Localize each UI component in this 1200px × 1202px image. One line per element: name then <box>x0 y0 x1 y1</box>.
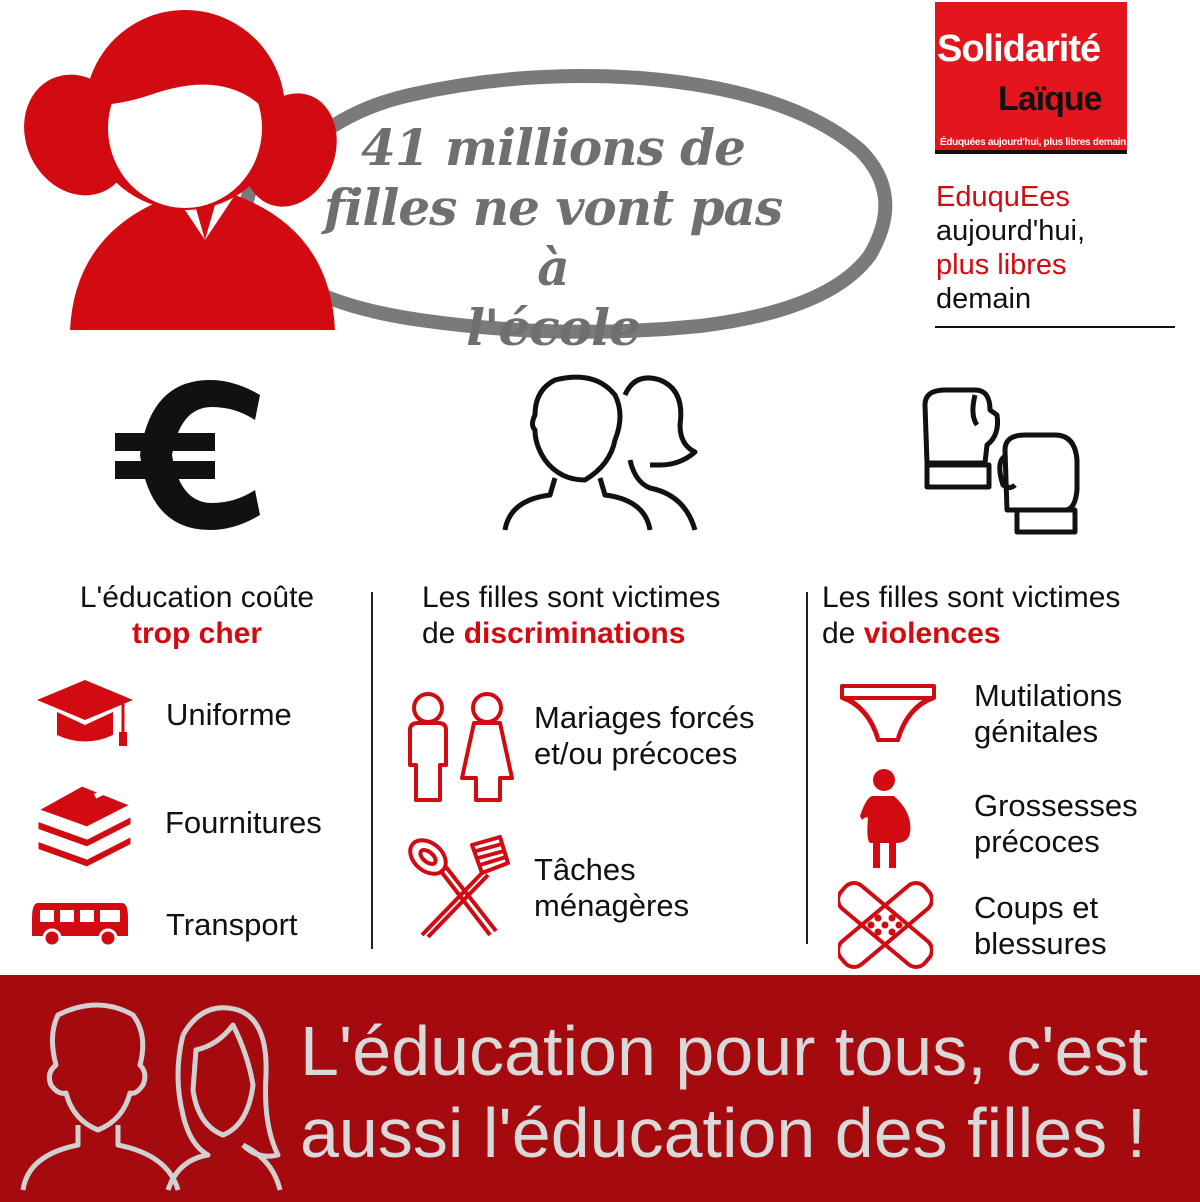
item-taches-line-2: ménagères <box>534 888 690 923</box>
column-2-heading <box>422 580 797 652</box>
couple-icon <box>402 690 517 805</box>
slogan-line-3: plus libres <box>936 249 1067 281</box>
logo-underline <box>935 150 1127 154</box>
item-mariages <box>534 700 755 772</box>
logo-title: Solidarité <box>937 28 1101 70</box>
slogan-line-4: demain <box>936 283 1032 315</box>
item-grossesses-line-1: Grossesses <box>974 788 1138 823</box>
item-taches-line-1: Tâches <box>534 852 636 887</box>
item-grossesses-line-2: précoces <box>974 824 1100 859</box>
logo-tagline: Éduquées aujourd'hui, plus libres demain <box>940 137 1126 148</box>
banner-people-icon <box>18 995 283 1195</box>
euro-icon <box>110 375 280 535</box>
column-3-heading-bold: violences <box>863 617 1001 650</box>
item-fournitures: Fournitures <box>165 805 322 840</box>
logo-subtitle: Laïque <box>998 80 1102 118</box>
item-coups-line-1: Coups et <box>974 890 1099 925</box>
slogan-line-1: EduquEes <box>936 181 1070 213</box>
item-mariages-line-2: et/ou précoces <box>534 736 738 771</box>
people-icon <box>500 370 700 535</box>
slogan-line-2: aujourd'hui, <box>936 215 1086 247</box>
item-mutilations-line-1: Mutilations <box>974 678 1123 713</box>
graduation-cap-icon <box>35 680 135 750</box>
item-grossesses <box>974 788 1138 860</box>
item-coups <box>974 890 1107 962</box>
banner-line-1: L'éducation pour tous, c'est <box>300 1012 1148 1090</box>
item-transport: Transport <box>166 907 298 942</box>
column-2-heading-bold: discriminations <box>463 617 686 650</box>
item-coups-line-2: blessures <box>974 926 1107 961</box>
column-divider-2 <box>806 592 808 944</box>
column-3-heading-plain: Les filles sont victimes <box>822 581 1121 614</box>
bubble-text <box>318 118 788 358</box>
column-2-heading-prefix: de <box>422 617 464 650</box>
banner-line-2: aussi l'éducation des filles ! <box>300 1094 1147 1172</box>
slogan-rule <box>935 326 1175 328</box>
bandage-icon <box>838 880 933 970</box>
bubble-line-2: filles ne vont pas à <box>323 178 783 297</box>
column-2-heading-plain: Les filles sont victimes <box>422 581 721 614</box>
column-1-heading-plain: L'éducation coûte <box>79 581 315 614</box>
underwear-icon <box>838 682 938 747</box>
banner-text <box>300 1010 1190 1174</box>
item-mariages-line-1: Mariages forcés <box>534 700 755 735</box>
column-1-heading <box>52 580 342 652</box>
item-taches <box>534 852 689 924</box>
item-mutilations <box>974 678 1122 750</box>
kitchen-utensils-icon <box>400 835 510 940</box>
item-uniforme: Uniforme <box>166 697 292 732</box>
column-divider-1 <box>371 592 373 949</box>
slogan <box>936 180 1085 316</box>
item-mutilations-line-2: génitales <box>974 714 1099 749</box>
column-3-heading-prefix: de <box>822 617 864 650</box>
bubble-line-1: 41 millions de <box>361 118 745 177</box>
column-1-heading-bold: trop cher <box>131 617 263 650</box>
column-3-heading <box>822 580 1192 652</box>
boxing-gloves-icon <box>915 385 1085 535</box>
books-icon <box>32 780 137 870</box>
logo <box>935 2 1127 152</box>
pregnant-woman-icon <box>858 768 918 873</box>
bus-icon <box>30 898 130 948</box>
bubble-line-3: l'école <box>466 298 640 357</box>
